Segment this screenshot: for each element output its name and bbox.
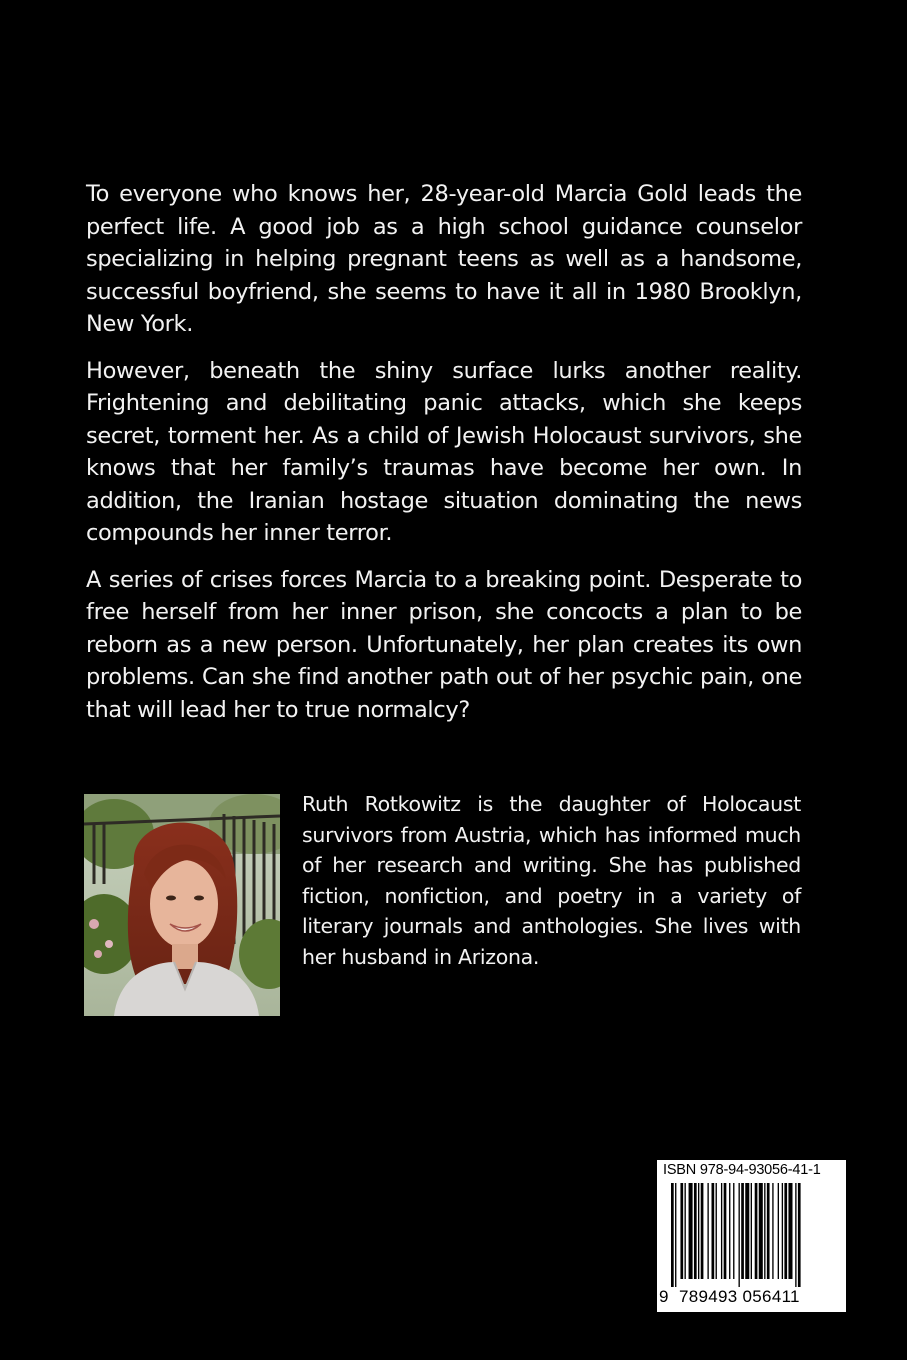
barcode-bar <box>798 1183 801 1287</box>
barcode-bar <box>685 1183 686 1279</box>
barcode-bar <box>716 1183 717 1279</box>
barcode-bar <box>721 1183 722 1279</box>
synopsis-paragraph-1: To everyone who knows her, 28-year-old Marcia Gold leads the perfect life. A good job as a high school guidance counselor specializing in helping pregnant teens as well as a handsome, successful boyfriend, she seems to have it all in 1980 Brooklyn, New York. <box>86 181 802 337</box>
synopsis-paragraph-2: However, beneath the shiny surface lurks another reality. Frightening and debilitating panic attacks, which she keeps secret, torment her. As a child of Jewish Holocaust survivors, she knows that her family’s traumas have become her own. In addition, the Iranian hostage situation dominating the news compounds her inner terror. <box>86 357 802 546</box>
barcode-bar <box>671 1183 674 1287</box>
barcode-bar <box>680 1183 683 1279</box>
barcode-bar <box>784 1183 787 1279</box>
barcode-bar <box>701 1183 704 1279</box>
isbn-barcode <box>657 1160 846 1312</box>
isbn-label: ISBN 978-94-93056-41-1 <box>663 1162 821 1178</box>
barcode-bar <box>712 1183 715 1279</box>
barcode-bar <box>795 1183 796 1287</box>
barcode-bar <box>739 1183 740 1287</box>
barcode-bar <box>741 1183 744 1279</box>
barcode-bar <box>751 1183 752 1279</box>
barcode-bar <box>729 1183 730 1279</box>
barcode-bar <box>755 1183 758 1279</box>
barcode-bar <box>724 1183 727 1279</box>
barcode-bar <box>707 1183 708 1279</box>
author-photo <box>84 794 280 1016</box>
barcode-bar <box>778 1183 779 1279</box>
ean-digits: 789493 056411 <box>679 1287 800 1306</box>
barcode-bars <box>671 1183 837 1287</box>
barcode-bar <box>759 1183 763 1279</box>
barcode-bar <box>733 1183 734 1279</box>
barcode-bar <box>694 1183 697 1279</box>
synopsis-paragraph-3: A series of crises forces Marcia to a breaking point. Desperate to free herself from her inner prison, she concocts a plan to be reborn as a new person. Unfortunately, her plan creates its own problems. Can she find another path out of her psychic pain, one that will lead her to true normalcy? <box>86 566 802 723</box>
barcode-bar <box>788 1183 792 1279</box>
ean-first-digit: 9 <box>659 1287 669 1306</box>
barcode-bar <box>767 1183 770 1279</box>
author-bio: Ruth Rotkowitz is the daughter of Holocaust survivors from Austria, which has informed much of her research and writing. She has published fiction, nonfiction, and poetry in a variety of literary journals and anthologies. She lives with her husband in Arizona. <box>302 792 801 969</box>
barcode-bar <box>675 1183 676 1287</box>
barcode-bar <box>698 1183 699 1279</box>
barcode-bar <box>772 1183 773 1279</box>
back-cover-synopsis <box>86 178 802 740</box>
barcode-bar <box>689 1183 693 1279</box>
barcode-bar <box>764 1183 765 1279</box>
barcode-bar <box>745 1183 749 1279</box>
barcode-bar <box>782 1183 783 1279</box>
